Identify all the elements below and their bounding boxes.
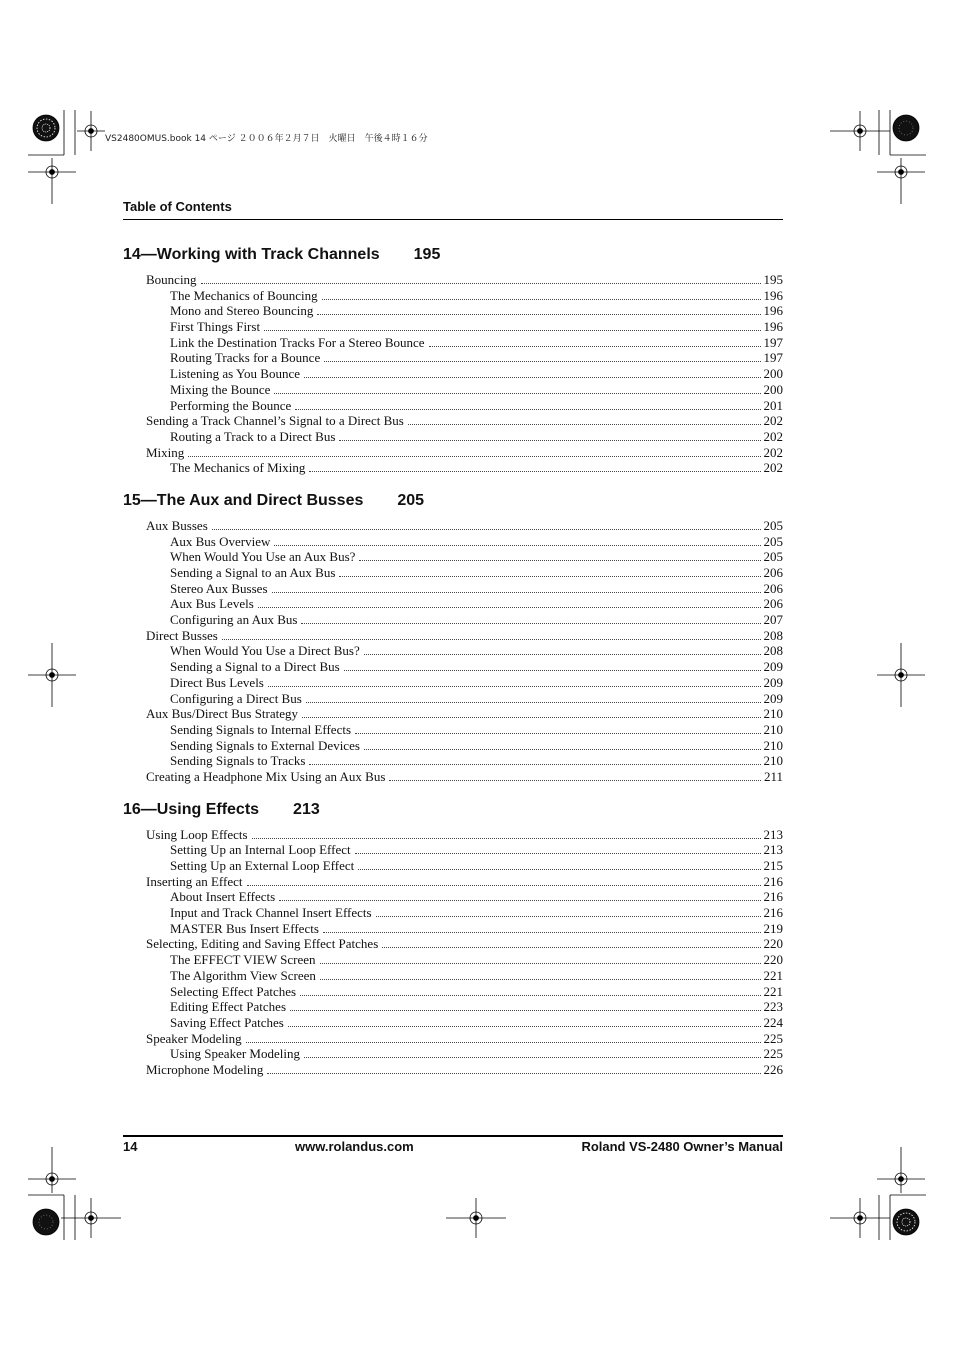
toc-entry-page: 220 [763, 952, 783, 968]
toc-entry-label: Mixing the Bounce [170, 381, 271, 397]
dot-leader [295, 408, 760, 410]
toc-entry[interactable] [123, 612, 783, 628]
toc-entry[interactable] [123, 398, 783, 414]
table-of-contents [123, 244, 783, 1092]
toc-entry-label: When Would You Use an Aux Bus? [170, 549, 356, 565]
header-rule [123, 219, 783, 220]
dot-leader [355, 852, 761, 854]
toc-entry[interactable] [123, 445, 783, 461]
toc-entry-page: 221 [763, 967, 783, 983]
toc-entry-page: 200 [763, 366, 783, 382]
toc-entry[interactable] [123, 738, 783, 754]
toc-entry-label: Aux Bus Overview [170, 533, 271, 549]
dot-leader [324, 360, 760, 362]
dot-leader [364, 748, 761, 750]
chapter-heading[interactable] [123, 244, 783, 268]
toc-entry-label: About Insert Effects [170, 889, 276, 905]
toc-entry[interactable] [123, 1062, 783, 1078]
toc-entry-page: 206 [763, 580, 783, 596]
chapter-title: 15—The Aux and Direct Busses [123, 491, 364, 509]
toc-entry-page: 197 [763, 334, 783, 350]
toc-entry-label: Mono and Stereo Bouncing [170, 303, 314, 319]
dot-leader [389, 779, 761, 781]
toc-entry-label: Sending Signals to External Devices [170, 737, 360, 753]
toc-entry-label: Routing Tracks for a Bounce [170, 350, 321, 366]
dot-leader [339, 439, 760, 441]
toc-entry-page: 197 [763, 350, 783, 366]
dot-leader [306, 701, 761, 703]
toc-entry[interactable] [123, 675, 783, 691]
toc-entry-page: 205 [763, 533, 783, 549]
toc-entry-label: Editing Effect Patches [170, 999, 287, 1015]
toc-entry[interactable] [123, 628, 783, 644]
dot-leader [323, 931, 761, 933]
dot-leader [408, 423, 761, 425]
toc-entry-page: 220 [763, 936, 783, 952]
toc-entry-label: Sending Signals to Tracks [170, 753, 306, 769]
dot-leader [252, 837, 761, 839]
toc-entry[interactable] [123, 691, 783, 707]
toc-entry-label: Sending Signals to Internal Effects [170, 721, 352, 737]
toc-entry-page: 209 [763, 659, 783, 675]
toc-entry-page: 213 [763, 826, 783, 842]
dot-leader [274, 392, 760, 394]
toc-entry-label: Selecting Effect Patches [170, 983, 297, 999]
manual-title: Roland VS-2480 Owner’s Manual [581, 1139, 783, 1154]
chapter-heading[interactable] [123, 799, 783, 823]
toc-entry-page: 223 [763, 999, 783, 1015]
toc-entry-label: Setting Up an External Loop Effect [170, 858, 355, 873]
toc-entry-page: 202 [763, 460, 783, 476]
dot-leader [272, 591, 761, 593]
toc-entry[interactable] [123, 706, 783, 722]
toc-entry[interactable] [123, 659, 783, 675]
toc-entry[interactable] [123, 858, 783, 874]
toc-entry-page: 196 [763, 303, 783, 319]
toc-entry-label: Aux Bus Levels [170, 596, 254, 612]
toc-entry-label: Using Loop Effects [146, 826, 248, 842]
dot-leader [279, 899, 760, 901]
dot-leader [304, 376, 761, 378]
toc-entry-page: 210 [763, 721, 783, 737]
chapter-section [123, 244, 783, 476]
toc-entry-label: Configuring a Direct Bus [170, 690, 302, 706]
dot-leader [247, 884, 761, 886]
dot-leader [344, 669, 761, 671]
toc-entry[interactable] [123, 1031, 783, 1047]
dot-leader [264, 329, 760, 331]
toc-entry-page: 213 [763, 842, 783, 858]
toc-entry-label: Sending a Track Channel’s Signal to a Direct Bus [146, 413, 404, 429]
toc-entry-page: 224 [763, 1014, 783, 1030]
toc-entry-label: Direct Bus Levels [170, 674, 264, 690]
toc-entry[interactable] [123, 984, 783, 1000]
toc-entry-page: 195 [763, 272, 783, 287]
dot-leader [309, 470, 760, 472]
toc-entry-page: 211 [763, 768, 783, 784]
dot-leader [188, 455, 760, 457]
toc-entry-label: Configuring an Aux Bus [170, 612, 298, 628]
dot-leader [339, 575, 760, 577]
dot-leader [300, 994, 760, 996]
page-footer [123, 1139, 783, 1155]
toc-entry-page: 208 [763, 627, 783, 643]
toc-entry-label: Performing the Bounce [170, 397, 292, 413]
toc-entry-label: Aux Busses [146, 517, 208, 533]
toc-entry-label: The Mechanics of Bouncing [170, 287, 318, 303]
toc-entry[interactable] [123, 952, 783, 968]
toc-entry-label: Mixing [146, 444, 185, 460]
dot-leader [358, 868, 760, 870]
footer-rule [123, 1135, 783, 1137]
toc-entry-label: Selecting, Editing and Saving Effect Patches [146, 936, 379, 952]
toc-entry-label: Input and Track Channel Insert Effects [170, 905, 372, 921]
dot-leader [212, 528, 761, 530]
toc-entry[interactable] [123, 722, 783, 738]
dot-leader [429, 345, 761, 347]
toc-entry[interactable] [123, 874, 783, 890]
toc-entry-page: 206 [763, 596, 783, 612]
dot-leader [267, 1072, 760, 1074]
toc-entry[interactable] [123, 936, 783, 952]
toc-entry[interactable] [123, 335, 783, 351]
toc-entry-label: Microphone Modeling [146, 1061, 264, 1077]
dot-leader [376, 915, 761, 917]
toc-entry-page: 221 [763, 983, 783, 999]
dot-leader [201, 282, 761, 284]
dot-leader [355, 732, 760, 734]
toc-entry-page: 205 [763, 549, 783, 565]
toc-entry-page: 226 [763, 1061, 783, 1077]
toc-entry-page: 202 [763, 444, 783, 460]
dot-leader [317, 313, 760, 315]
toc-entry-label: Creating a Headphone Mix Using an Aux Bus [146, 768, 386, 784]
toc-entry-label: Listening as You Bounce [170, 366, 300, 382]
chapter-page: 213 [293, 800, 320, 818]
dot-leader [382, 946, 760, 948]
toc-entry-page: 209 [763, 674, 783, 690]
toc-entry-label: The Algorithm View Screen [170, 967, 316, 983]
toc-entry[interactable] [123, 460, 783, 476]
toc-entry[interactable] [123, 382, 783, 398]
toc-entry-page: 219 [763, 920, 783, 936]
dot-leader [359, 559, 760, 561]
toc-entry-page: 196 [763, 287, 783, 303]
toc-entry-label: Aux Bus/Direct Bus Strategy [146, 706, 299, 722]
toc-entry-page: 207 [763, 612, 783, 628]
dot-leader [274, 544, 760, 546]
toc-entry-page: 225 [763, 1046, 783, 1062]
chapter-heading[interactable] [123, 490, 783, 514]
toc-entry[interactable] [123, 549, 783, 565]
toc-entry[interactable] [123, 565, 783, 581]
toc-entry-label: Speaker Modeling [146, 1030, 242, 1046]
toc-entry-label: Sending a Signal to an Aux Bus [170, 565, 336, 580]
chapter-section [123, 490, 783, 785]
toc-entry[interactable] [123, 769, 783, 785]
toc-entry-label: Link the Destination Tracks For a Stereo Bounce [170, 334, 425, 350]
toc-entry-page: 201 [763, 397, 783, 413]
toc-entry[interactable] [123, 429, 783, 445]
toc-entry[interactable] [123, 842, 783, 858]
toc-entry-page: 209 [763, 690, 783, 706]
toc-entry[interactable] [123, 753, 783, 769]
toc-entry-page: 210 [763, 737, 783, 753]
toc-entry[interactable] [123, 413, 783, 429]
toc-entry-page: 202 [763, 428, 783, 444]
toc-entry-page: 205 [763, 517, 783, 533]
toc-entry-label: Direct Busses [146, 627, 218, 643]
toc-entry[interactable] [123, 999, 783, 1015]
toc-entry-page: 196 [763, 319, 783, 335]
toc-entry[interactable] [123, 1015, 783, 1031]
toc-entry[interactable] [123, 350, 783, 366]
toc-entry[interactable] [123, 827, 783, 843]
dot-leader [309, 763, 760, 765]
chapter-title: 16—Using Effects [123, 800, 260, 818]
chapter-page: 205 [397, 491, 425, 509]
toc-entry-label: Setting Up an Internal Loop Effect [170, 842, 351, 858]
toc-entry-page: 206 [763, 565, 783, 580]
toc-entry-label: The EFFECT VIEW Screen [170, 952, 316, 968]
toc-entry-label: MASTER Bus Insert Effects [170, 920, 319, 936]
dot-leader [320, 978, 761, 980]
toc-entry-label: When Would You Use a Direct Bus? [170, 643, 360, 659]
toc-entry-page: 216 [763, 889, 783, 905]
dot-leader [304, 1056, 761, 1058]
dot-leader [364, 653, 761, 655]
toc-entry-page: 202 [763, 413, 783, 429]
chapter-title: 14—Working with Track Channels [123, 246, 380, 263]
toc-entry-label: Using Speaker Modeling [170, 1046, 300, 1062]
dot-leader [322, 298, 761, 300]
toc-entry[interactable] [123, 518, 783, 534]
dot-leader [290, 1009, 760, 1011]
toc-entry-page: 225 [763, 1030, 783, 1046]
chapter-section [123, 799, 783, 1078]
toc-entry-page: 216 [763, 905, 783, 921]
toc-entry-label: Inserting an Effect [146, 873, 243, 889]
running-head: Table of Contents [123, 199, 232, 214]
dot-leader [246, 1041, 761, 1043]
toc-entry[interactable] [123, 968, 783, 984]
footer-url[interactable]: www.rolandus.com [295, 1139, 414, 1154]
toc-entry-label: Stereo Aux Busses [170, 580, 268, 596]
toc-entry[interactable] [123, 288, 783, 304]
toc-entry-label: The Mechanics of Mixing [170, 460, 306, 476]
toc-entry[interactable] [123, 1046, 783, 1062]
dot-leader [268, 685, 761, 687]
dot-leader [258, 606, 761, 608]
dot-leader [301, 622, 760, 624]
toc-entry[interactable] [123, 889, 783, 905]
toc-entry[interactable] [123, 319, 783, 335]
toc-entry[interactable] [123, 272, 783, 288]
toc-entry[interactable] [123, 534, 783, 550]
page-number: 14 [123, 1139, 138, 1154]
toc-entry-label: Bouncing [146, 272, 197, 287]
toc-entry[interactable] [123, 581, 783, 597]
toc-entry-page: 200 [763, 381, 783, 397]
dot-leader [320, 962, 761, 964]
toc-entry-page: 216 [763, 873, 783, 889]
toc-entry[interactable] [123, 366, 783, 382]
toc-entry[interactable] [123, 643, 783, 659]
toc-entry-page: 210 [763, 706, 783, 722]
toc-entry-label: Routing a Track to a Direct Bus [170, 428, 336, 444]
dot-leader [222, 638, 761, 640]
dot-leader [302, 716, 760, 718]
print-info: VS2480OMUS.book 14 ページ ２００６年２月７日 火曜日 午後４時１６分 [105, 134, 428, 144]
toc-entry-page: 210 [763, 753, 783, 769]
toc-entry[interactable] [123, 921, 783, 937]
toc-entry-label: First Things First [170, 319, 261, 335]
chapter-page: 195 [413, 246, 441, 263]
dot-leader [288, 1025, 761, 1027]
toc-entry-page: 208 [763, 643, 783, 659]
toc-entry-page: 215 [763, 858, 783, 873]
toc-entry[interactable] [123, 303, 783, 319]
toc-entry[interactable] [123, 596, 783, 612]
toc-entry-label: Sending a Signal to a Direct Bus [170, 659, 340, 675]
toc-entry[interactable] [123, 905, 783, 921]
toc-entry-label: Saving Effect Patches [170, 1014, 284, 1030]
